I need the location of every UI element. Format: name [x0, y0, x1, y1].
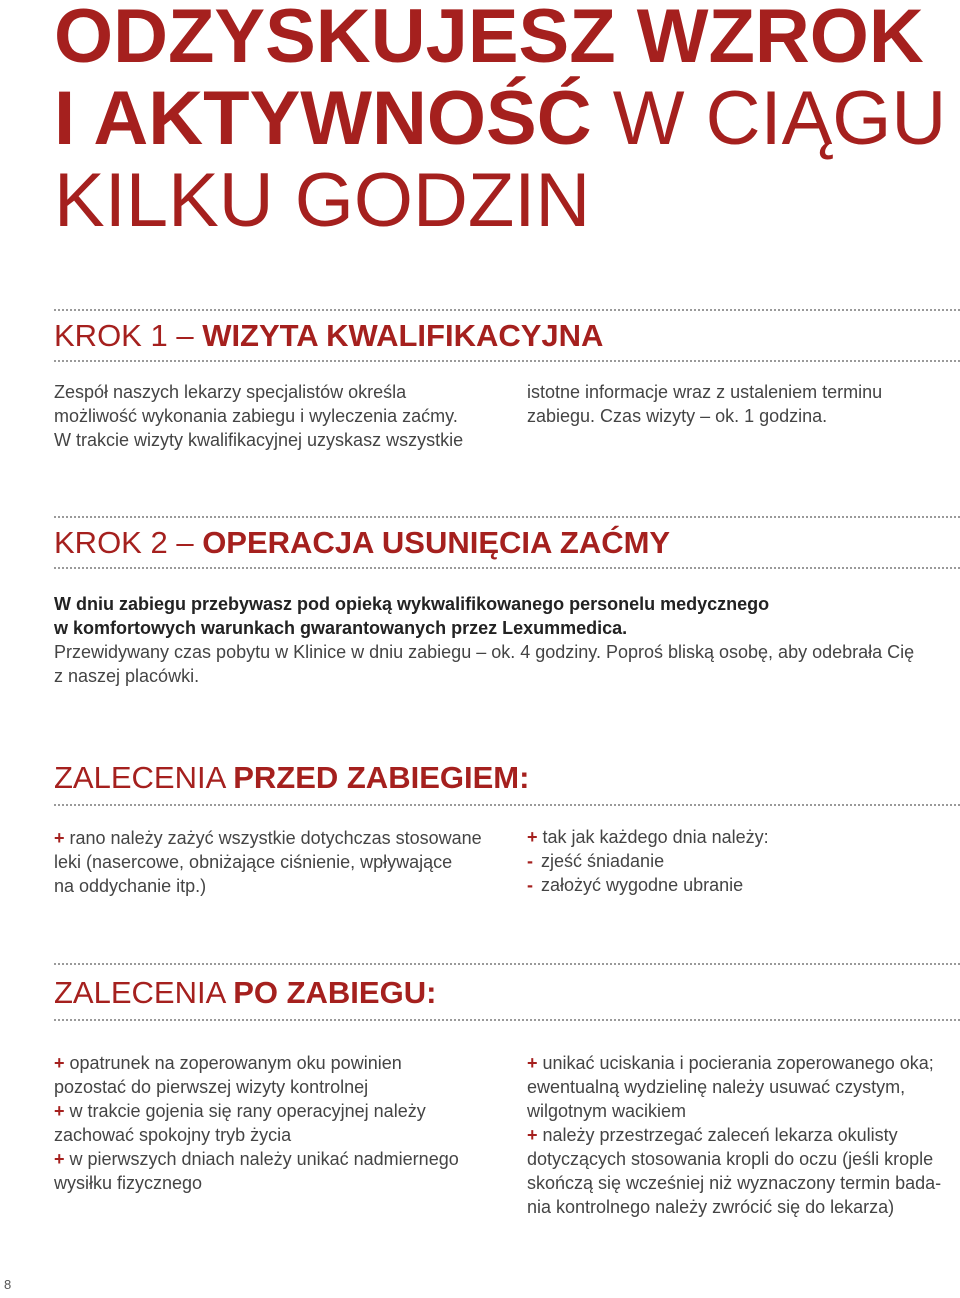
step2-prefix: KROK 2 –	[54, 525, 203, 560]
before-right-item: - zjeść śniadanie	[527, 851, 665, 871]
step2-line: z naszej placówki.	[54, 666, 200, 686]
divider-step2-top	[54, 516, 960, 518]
after-right-column	[527, 1051, 960, 1219]
divider-after-bottom	[54, 1019, 960, 1021]
after-right-line: skończą się wcześniej niż wyznaczony termin bada-	[527, 1173, 942, 1193]
divider-step2-bottom	[54, 567, 960, 569]
after-left-line: zachować spokojny tryb życia	[54, 1125, 292, 1145]
divider-before	[54, 804, 960, 806]
step1-left-line: Zespół naszych lekarzy specjalistów określa	[54, 382, 407, 402]
plus-marker: +	[527, 1053, 538, 1073]
after-left-item: + w trakcie gojenia się rany operacyjnej należy	[54, 1101, 426, 1121]
before-right-column	[527, 825, 957, 897]
before-right-item: - założyć wygodne ubranie	[527, 875, 744, 895]
divider-after-top	[54, 963, 960, 965]
after-heading	[54, 975, 436, 1011]
page-number: 8	[4, 1277, 12, 1292]
headline-line-1: ODZYSKUJESZ WZROK	[54, 0, 924, 79]
before-left-item: + rano należy zażyć wszystkie dotychczas stosowane	[54, 828, 482, 848]
step1-right-line: zabiegu. Czas wizyty – ok. 1 godzina.	[527, 406, 828, 426]
after-left-line: wysiłku fizycznego	[54, 1173, 203, 1193]
plus-marker: +	[54, 1053, 65, 1073]
divider-step1-bottom	[54, 360, 960, 362]
after-right-line: ewentualną wydzielinę należy usuwać czystym,	[527, 1077, 906, 1097]
headline-line-2-light: W CIĄGU	[591, 76, 947, 161]
before-heading	[54, 760, 529, 796]
after-prefix: ZALECENIA	[54, 975, 234, 1010]
divider-step1-top	[54, 309, 960, 311]
before-left-line: na oddychanie itp.)	[54, 876, 207, 896]
after-right-item: + należy przestrzegać zaleceń lekarza okulisty	[527, 1125, 898, 1145]
headline-line-3: KILKU GODZIN	[54, 158, 591, 243]
before-prefix: ZALECENIA	[54, 760, 234, 795]
step2-line: Przewidywany czas pobytu w Klinice w dniu zabiegu – ok. 4 godziny. Poproś bliską osobę, aby odebrała Cię	[54, 642, 915, 662]
plus-marker: +	[527, 827, 538, 847]
headline-line-2-bold: I AKTYWNOŚĆ	[54, 76, 592, 161]
after-right-line: dotyczących stosowania kropli do oczu (jeśli krople	[527, 1149, 934, 1169]
step1-right-column	[527, 380, 957, 428]
step2-title: OPERACJA USUNIĘCIA ZAĆMY	[202, 525, 671, 560]
step2-heading	[54, 525, 670, 561]
step1-prefix: KROK 1 –	[54, 318, 203, 353]
after-left-item: + opatrunek na zoperowanym oku powinien	[54, 1053, 402, 1073]
after-left-line: pozostać do pierwszej wizyty kontrolnej	[54, 1077, 369, 1097]
step1-left-column	[54, 380, 494, 452]
step2-bold-line: W dniu zabiegu przebywasz pod opieką wykwalifikowanego personelu medycznego	[54, 594, 770, 614]
step1-title: WIZYTA KWALIFIKACYJNA	[202, 318, 604, 353]
step1-heading	[54, 318, 603, 354]
before-left-column	[54, 826, 504, 898]
dash-marker: -	[527, 851, 533, 871]
after-right-item: + unikać uciskania i pocierania zoperowanego oka;	[527, 1053, 934, 1073]
dash-marker: -	[527, 875, 533, 895]
after-left-item: + w pierwszych dniach należy unikać nadmiernego	[54, 1149, 459, 1169]
plus-marker: +	[54, 828, 65, 848]
before-title: PRZED ZABIEGIEM:	[233, 760, 530, 795]
plus-marker: +	[54, 1101, 65, 1121]
step2-body	[54, 592, 960, 688]
page-headline	[54, 0, 946, 242]
step1-right-line: istotne informacje wraz z ustaleniem terminu	[527, 382, 883, 402]
step1-left-line: możliwość wykonania zabiegu i wyleczenia zaćmy.	[54, 406, 458, 426]
step2-bold-line: w komfortowych warunkach gwarantowanych przez Lexummedica.	[54, 618, 628, 638]
after-right-line: wilgotnym wacikiem	[527, 1101, 687, 1121]
after-right-line: nia kontrolnego należy zwrócić się do lekarza)	[527, 1197, 895, 1217]
after-title: PO ZABIEGU:	[233, 975, 437, 1010]
before-right-item: + tak jak każdego dnia należy:	[527, 827, 769, 847]
after-left-column	[54, 1051, 504, 1195]
before-left-line: leki (nasercowe, obniżające ciśnienie, wpływające	[54, 852, 453, 872]
step1-left-line: W trakcie wizyty kwalifikacyjnej uzyskasz wszystkie	[54, 430, 464, 450]
plus-marker: +	[527, 1125, 538, 1145]
plus-marker: +	[54, 1149, 65, 1169]
